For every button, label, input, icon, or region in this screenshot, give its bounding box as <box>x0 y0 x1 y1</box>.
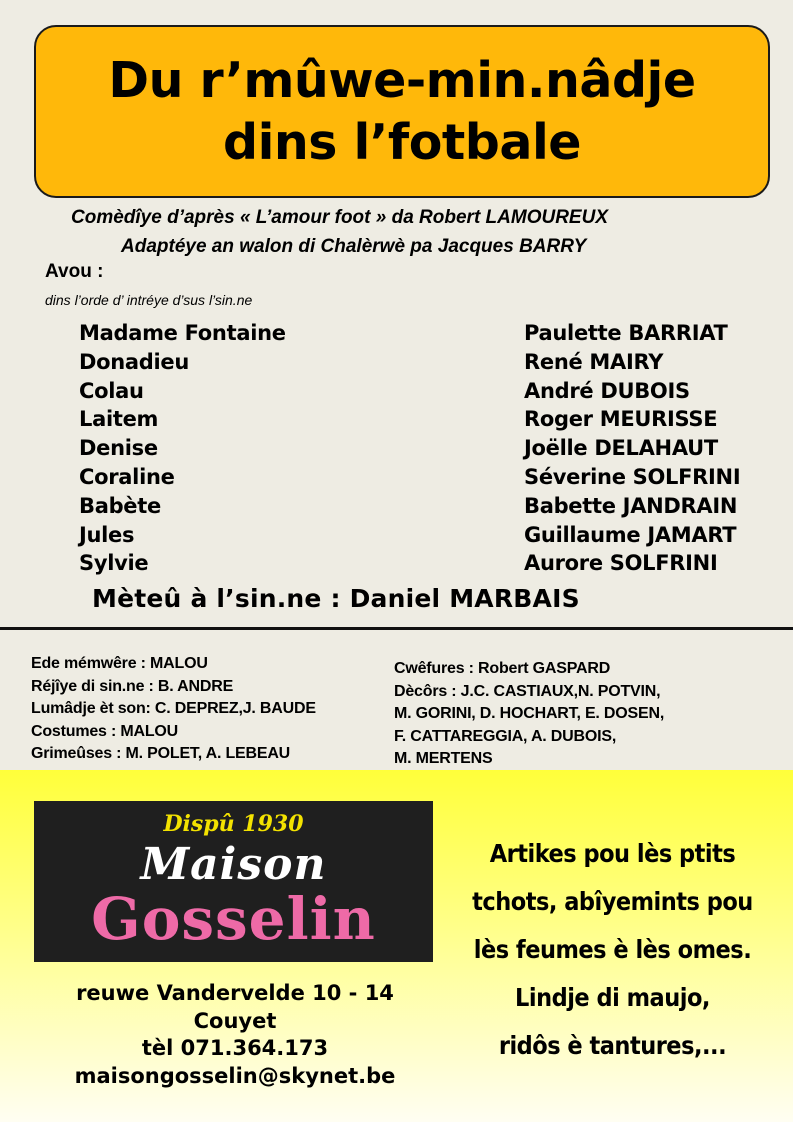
cast-row <box>0 350 793 379</box>
cast-row <box>0 379 793 408</box>
credit-line: Ede mémwêre : MALOU <box>31 655 208 672</box>
credit-line: Dècôrs : J.C. CASTIAUX,N. POTVIN, <box>394 682 661 700</box>
cast-actor: Babette JANDRAIN <box>524 493 738 518</box>
cast-actor: René MAIRY <box>524 349 664 374</box>
cast-role: Jules <box>79 522 135 547</box>
cast-row <box>0 465 793 494</box>
credit-line: Costumes : MALOU <box>31 722 179 740</box>
credit-line: Lumâdje èt son: C. DEPREZ,J. BAUDE <box>31 700 316 718</box>
credit-line: Grimeûses : M. POLET, A. LEBEAU <box>31 745 291 763</box>
sponsor-address <box>0 980 470 1090</box>
subtitle-line-1: Comèdîye d’après « L’amour foot » da Robert LAMOUREUX <box>71 207 609 228</box>
crew-credits-right <box>394 658 664 771</box>
sponsor-ad <box>0 770 793 1122</box>
address-town: Couyet <box>193 1008 277 1033</box>
cast-actor: Joëlle DELAHAUT <box>524 436 718 461</box>
subtitle-line-2: Adaptéye an walon di Chalèrwè pa Jacques BARRY <box>121 236 587 257</box>
cast-order-note: dins l’orde d’ intréye d’sus l’sin.ne <box>45 292 253 308</box>
sponsor-since: Dispû 1930 <box>163 811 304 837</box>
crew-credits-left <box>31 653 316 766</box>
cast-role: Colau <box>79 378 144 403</box>
play-title-line-1: Du r’mûwe-min.nâdje <box>108 51 696 109</box>
cast-row <box>0 523 793 552</box>
title-box <box>34 25 770 198</box>
slogan-line: lès feumes è lès omes. <box>473 935 752 964</box>
cast-actor: Aurore SOLFRINI <box>524 551 718 576</box>
cast-actor: Guillaume JAMART <box>524 522 737 547</box>
credit-line: M. MERTENS <box>394 750 493 768</box>
address-street: reuwe Vandervelde 10 - 14 <box>76 981 394 1005</box>
cast-actor: Roger MEURISSE <box>524 407 718 432</box>
cast-role: Laitem <box>79 407 159 432</box>
cast-row <box>0 436 793 465</box>
sponsor-brand: Gosselin <box>91 885 376 953</box>
credit-line: F. CATTAREGGIA, A. DUBOIS, <box>394 727 617 745</box>
sponsor-logo <box>34 801 433 962</box>
address-email: maisongosselin@skynet.be <box>74 1063 396 1088</box>
cast-actor: André DUBOIS <box>524 378 690 403</box>
director-credit: Mèteû à l’sin.ne : Daniel MARBAIS <box>92 584 580 613</box>
play-title-line-2: dins l’fotbale <box>223 113 581 171</box>
credit-line: M. GORINI, D. HOCHART, E. DOSEN, <box>394 705 665 723</box>
cast-actor: Séverine SOLFRINI <box>524 464 741 489</box>
credit-line: Cwêfures : Robert GASPARD <box>394 660 611 677</box>
slogan-line: Lindje di maujo, <box>515 983 710 1012</box>
sponsor-slogan <box>455 830 770 1070</box>
sponsor-maison: Maison <box>140 839 327 890</box>
cast-row <box>0 494 793 523</box>
cast-row <box>0 551 793 580</box>
cast-role: Babète <box>79 493 161 518</box>
cast-role: Donadieu <box>79 349 190 374</box>
divider <box>0 627 793 630</box>
cast-role: Madame Fontaine <box>79 321 286 345</box>
cast-row <box>0 407 793 436</box>
address-phone: tèl 071.364.173 <box>141 1036 329 1060</box>
cast-actor: Paulette BARRIAT <box>524 321 728 345</box>
cast-list <box>0 321 793 580</box>
slogan-line: tchots, abîyemints pou <box>472 887 753 916</box>
slogan-line: ridôs è tantures,... <box>498 1031 727 1060</box>
cast-row <box>0 321 793 350</box>
cast-role: Sylvie <box>79 551 149 576</box>
credit-line: Réjîye di sin.ne : B. ANDRE <box>31 677 234 695</box>
cast-role: Coraline <box>79 464 175 489</box>
cast-role: Denise <box>79 436 158 461</box>
cast-heading: Avou : <box>45 261 104 282</box>
slogan-line: Artikes pou lès ptits <box>489 839 736 868</box>
